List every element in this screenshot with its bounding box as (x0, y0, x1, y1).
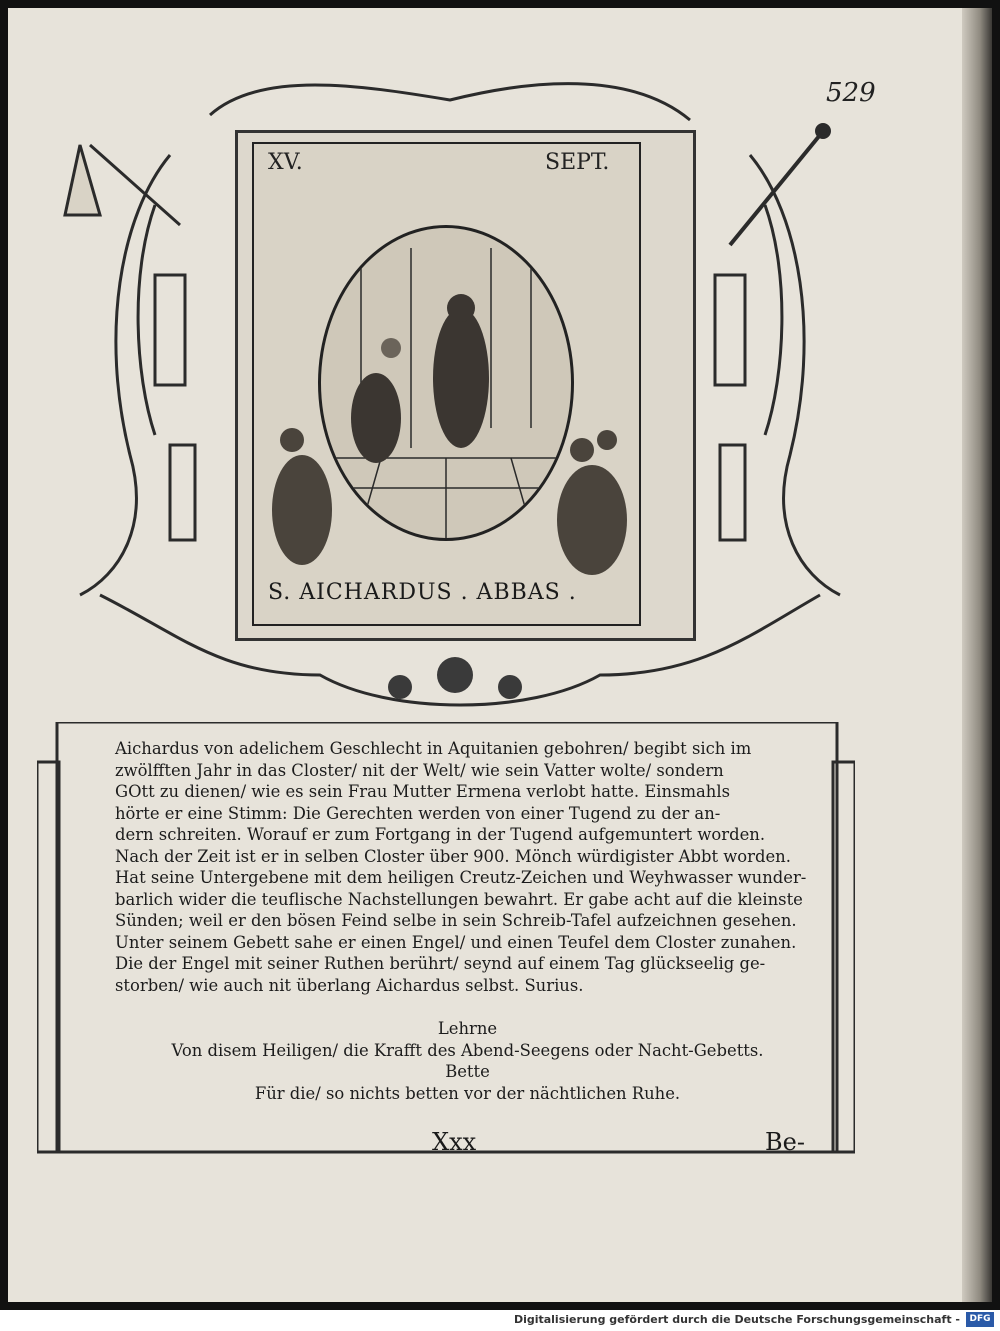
page-edge (962, 8, 992, 1302)
bette-text: Für die/ so nichts betten vor der nächtlichen Ruhe. (254, 1083, 681, 1103)
lehrne-heading: Lehrne (437, 1019, 498, 1038)
text-line: Hat seine Untergebene mit dem heiligen Creutz-Zeichen und Weyhwasser wunder- (115, 868, 807, 887)
text-line: storben/ wie auch nit überlang Aichardus selbst. Surius. (115, 975, 584, 995)
text-line: Unter seinem Gebett sahe er einen Engel/ und einen Teufel dem Closter zunahen. (115, 932, 797, 952)
text-line: Aichardus von adelichem Geschlecht in Aquitanien gebohren/ begibt sich im (115, 739, 752, 758)
bette-heading: Bette (445, 1062, 490, 1081)
text-line: barlich wider die teuflische Nachstellungen bewahrt. Er gabe acht auf die kleinste (115, 889, 803, 909)
biography-text (115, 738, 820, 996)
catchword: Be- (765, 1128, 805, 1156)
text-line: zwölfften Jahr in das Closter/ nit der Welt/ wie sein Vatter wolte/ sondern (115, 760, 724, 780)
lehrne-text: Von disem Heiligen/ die Krafft des Abend-Seegens oder Nacht-Gebetts. (171, 1040, 764, 1060)
dfg-logo: DFG (966, 1312, 994, 1327)
text-line: GOtt zu dienen/ wie es sein Frau Mutter Ermena verlobt hatte. Einsmahls (115, 782, 731, 801)
lesson-section (115, 1018, 820, 1104)
plate-caption: S. AICHARDUS . ABBAS . (268, 580, 577, 605)
text-line: Nach der Zeit ist er in selben Closter über 900. Mönch würdigister Abbt worden. (115, 846, 791, 866)
text-line: hörte er eine Stimm: Die Gerechten werden von einer Tugend zu der an- (115, 803, 721, 823)
signature-mark: Xxx (432, 1128, 477, 1156)
funding-notice: Digitalisierung gefördert durch die Deutsche Forschungsgemeinschaft - (513, 1313, 960, 1326)
text-line: dern schreiten. Worauf er zum Fortgang in der Tugend aufgemuntert worden. (115, 825, 766, 844)
plate-date-month: SEPT. (545, 150, 610, 175)
text-line: Die der Engel mit seiner Ruthen berührt/ seynd auf einem Tag glückseelig ge- (115, 954, 766, 973)
side-figures (262, 420, 632, 580)
plate-date-day: XV. (268, 150, 303, 175)
text-line: Sünden; weil er den bösen Feind selbe in sein Schreib-Tafel aufzeichnen gesehen. (115, 911, 797, 930)
footer-bar (0, 1310, 1000, 1331)
page-number: 529 (826, 78, 876, 108)
